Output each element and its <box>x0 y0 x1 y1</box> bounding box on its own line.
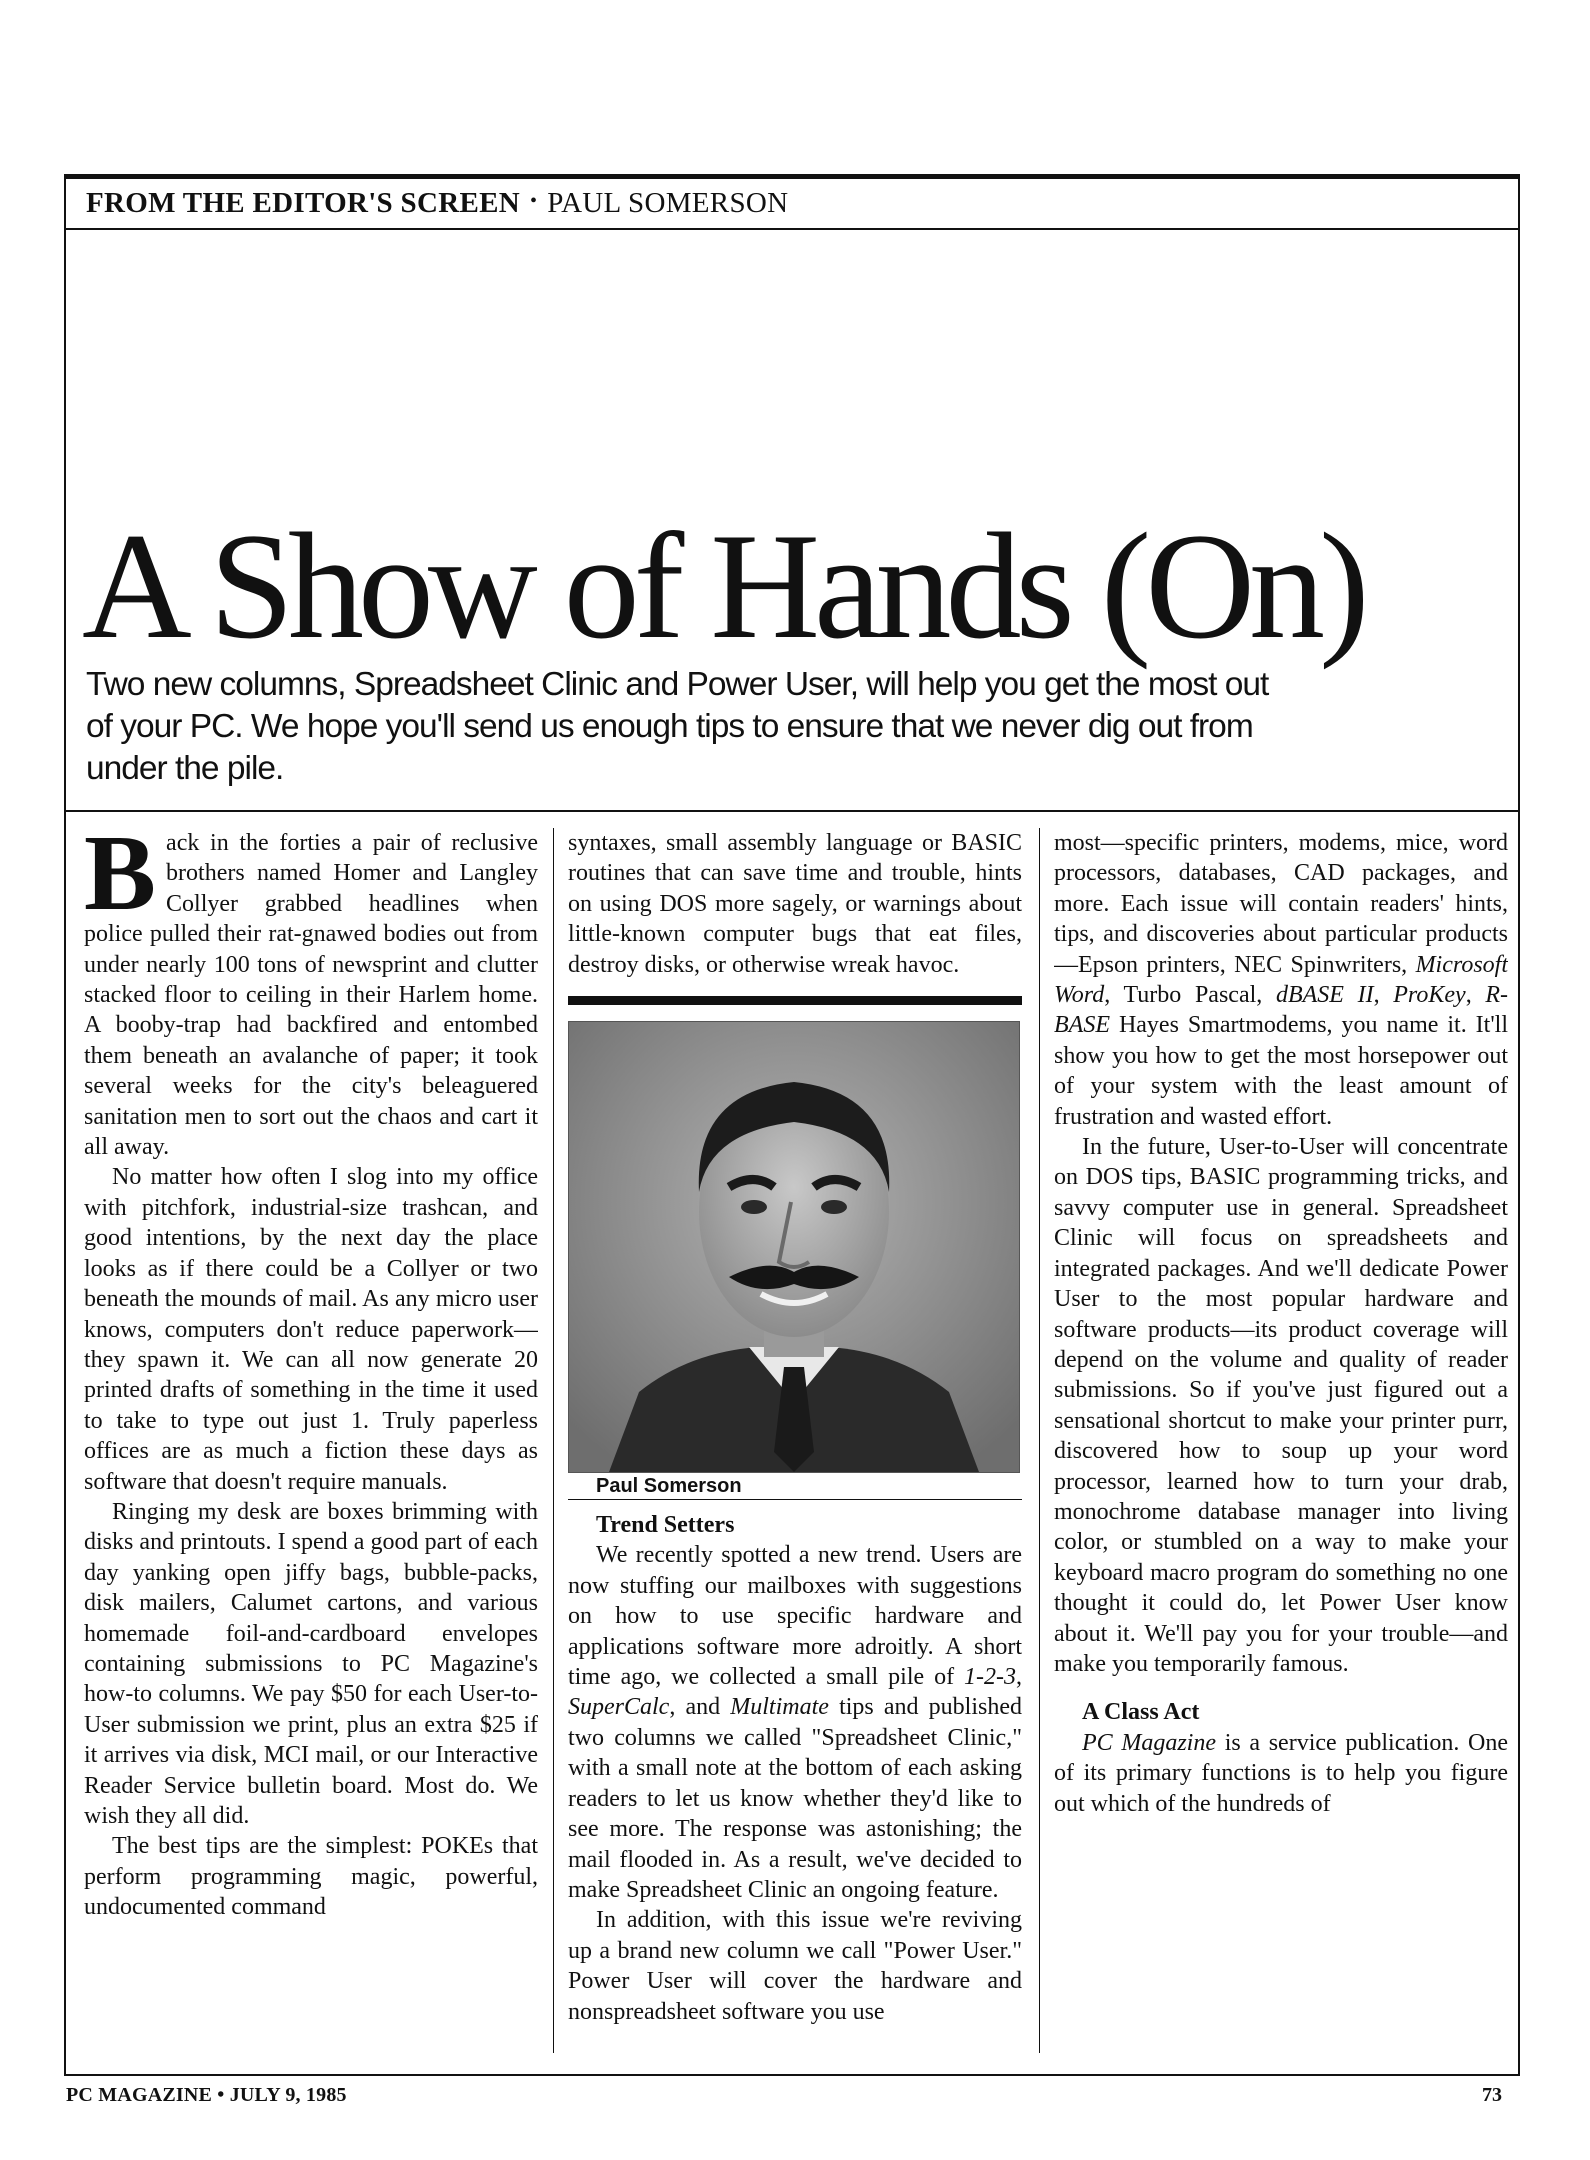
header-separator: • <box>529 190 538 212</box>
paragraph-6: We recently spotted a new trend. Users are now stuffing our mailboxes with suggestions on how to use specific hardware and applications software more adroitly. A short time ago, we collected a small pile of 1-2-3, SuperCalc, and Multimate tips and published two columns we called "Spreadsheet Clinic," with a small note at the bottom of each asking readers to let us know whether they'd like to see more. The response was astonishing; the mail flooded in. As a result, we've decided to make Spreadsheet Clinic an ongoing feature. <box>568 1542 1022 1903</box>
author-photo <box>568 1021 1020 1473</box>
column-name: FROM THE EDITOR'S SCREEN <box>86 187 520 219</box>
subhead-trend-setters: Trend Setters <box>596 1512 735 1539</box>
paragraph-7-continued: most—specific printers, modems, mice, word processors, databases, CAD packages, and more. Each issue will contain readers' hints, tips, and discoveries about particular products—Epson printers, NEC Spinwriters, Microsoft Word, Turbo Pascal, dBASE II, ProKey, R-BASE Hayes Smartmodems, you name it. It'll show you how to get the most horsepower out of your system with the least amount of frustration and wasted effort. <box>1054 830 1508 1130</box>
column-1 <box>84 828 538 2053</box>
portrait-illustration <box>569 1022 1019 1472</box>
column-header <box>64 174 1520 230</box>
paragraph-7: In addition, with this issue we're reviving up a brand new column we call "Power User." Power User will cover the hardware and nonspreadsheet software you use <box>568 1907 1022 2025</box>
column-divider-2 <box>1039 828 1040 2053</box>
header-author: PAUL SOMERSON <box>547 187 789 219</box>
photo-caption: Paul Somerson <box>596 1475 742 1498</box>
paragraph-9: PC Magazine is a service publication. One of its primary functions is to help you figure out which of the hundreds of <box>1054 1729 1508 1817</box>
column-3 <box>1054 828 1508 2053</box>
paragraph-4: The best tips are the simplest: POKEs that perform programming magic, powerful, undocumented command <box>84 1833 538 1921</box>
drop-cap: B <box>84 828 157 933</box>
caption-rule <box>568 1499 1022 1500</box>
subhead-a-class-act: A Class Act <box>1082 1699 1200 1726</box>
footer-publication: PC MAGAZINE • JULY 9, 1985 <box>66 2084 347 2106</box>
paragraph-1: Back in the forties a pair of reclusive brothers named Homer and Langley Collyer grabbed headlines when police pulled their rat-gnawed bodies out from under nearly 100 tons of newsprint and clutter stacked floor to ceiling in their Harlem home. A booby-trap had backfired and entombed them beneath an avalanche of paper; it took several weeks for the city's beleaguered sanitation men to sort out the chaos and cart it all away. <box>84 828 538 1161</box>
paragraph-8: In the future, User-to-User will concentrate on DOS tips, BASIC programming tricks, and savvy computer use in general. Spreadsheet Clinic will focus on spreadsheets and integrated packages. And we'll dedicate Power User to the most popular hardware and software products—its product coverage will depend on the volume and quality of reader submissions. So if you've just figured out a sensational shortcut to make your printer purr, discovered how to soup up your word processor, learned how to turn your drab, monochrome database manager into living color, or stumbled on a way to make your keyboard macro program do something no one thought it could do, let Power User know about it. We'll pay you for your trouble—and make you temporarily famous. <box>1054 1134 1508 1677</box>
article-deck: Two new columns, Spreadsheet Clinic and Power User, will help you get the most out of your PC. We hope you'll send us enough tips to ensure that we never dig out from under the pile. <box>86 666 1269 787</box>
paragraph-3 <box>84 1497 538 1831</box>
deck-rule <box>64 810 1520 812</box>
paragraph-5: syntaxes, small assembly language or BASIC routines that can save time and trouble, hints on using DOS more sagely, or warnings about little-known computer bugs that eat files, destroy disks, or otherwise wreak havoc. <box>568 830 1022 978</box>
column-2 <box>568 828 1022 2053</box>
photo-rule <box>568 996 1022 1005</box>
paragraph-3-text: Ringing my desk are boxes brimming with disks and printouts. I spend a good part of each day yanking open jiffy bags, bubble-packs, disk mailers, Calumet cartons, and various homemade foil-and-cardboard envelopes containing submissions to PC Magazine's how-to columns. We pay $50 for each User-to-User submission we print, plus an extra $25 if it arrives via disk, MCI mail, or our Interactive Reader Service bulletin board. Most do. We wish they all did. <box>84 1498 538 1829</box>
column-divider-1 <box>553 828 554 2053</box>
spacer <box>1054 1679 1508 1697</box>
footer-page-number: 73 <box>1482 2084 1502 2106</box>
article-headline: A Show of Hands (On) <box>82 502 1364 670</box>
paragraph-2: No matter how often I slog into my office with pitchfork, industrial-size trashcan, and good intentions, by the next day the place looks as if there could be a Collyer or two beneath the mounds of mail. As any micro user knows, computers don't reduce paperwork—they spawn it. We can all now generate 20 printed drafts of something in the time it used to take to type out just 1. Truly paperless offices are as much a fiction these days as software that doesn't require manuals. <box>84 1164 538 1495</box>
